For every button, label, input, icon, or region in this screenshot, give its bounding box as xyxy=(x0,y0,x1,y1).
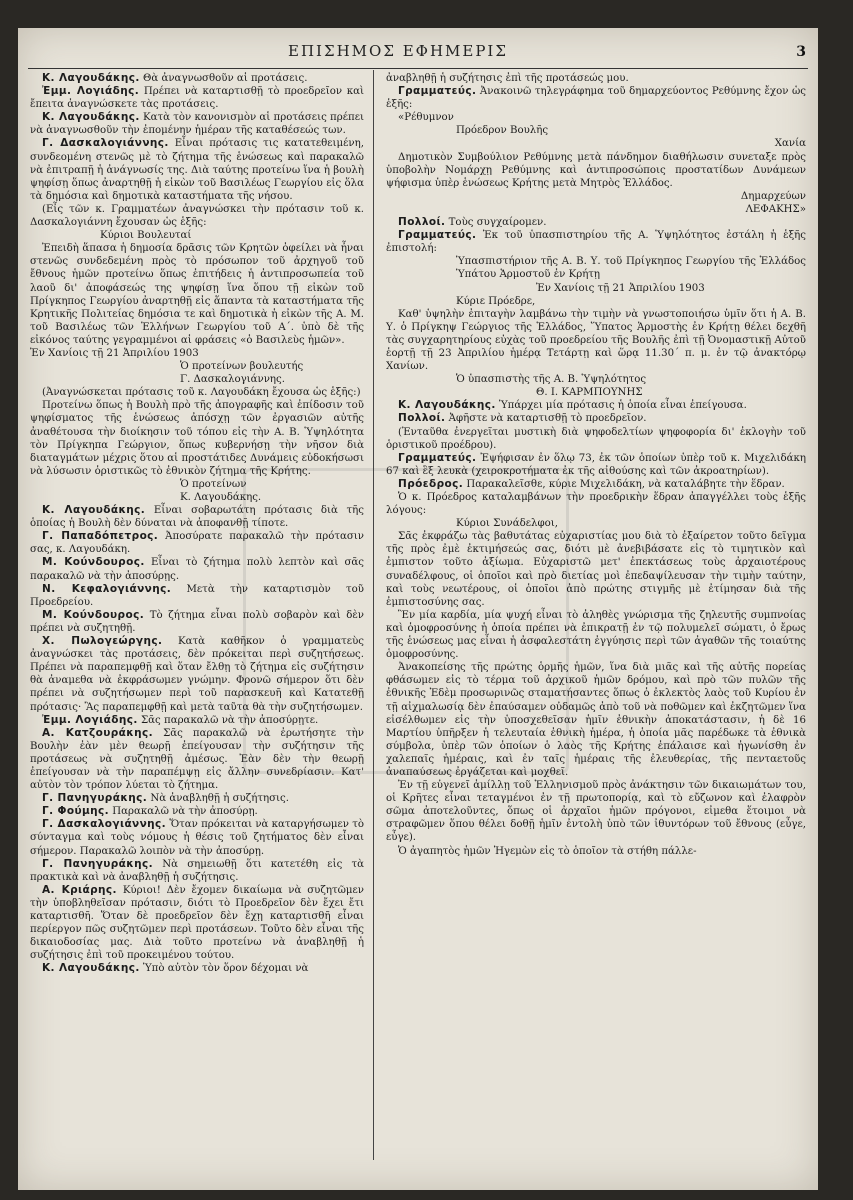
paragraph-text: Μετὰ τὴν καταρτισμὸν τοῦ Προεδρείου. xyxy=(30,583,364,608)
speaker-name: Ἐμμ. Λογιάδης. xyxy=(42,85,140,98)
paragraph-text: Δημοτικὸν Συμβούλιον Ρεθύμνης μετὰ πάνδημον διαθήλωσιν συνεταξε πρὸς ὑποβολὴν Νομάρχῃ Ρεθύμνης καὶ ἀντιπροσώποις προστατίδων Δυνάμεων ψήφισμα ὑπὲρ ἑνώσεως Κρήτης μετὰ Μητρὸς Ἑλλάδος. xyxy=(386,151,806,189)
paragraph-text: Γ. Δασκαλογιάννης. xyxy=(180,374,285,386)
speaker-name: Γραμματεύς. xyxy=(398,85,477,98)
newspaper-page xyxy=(18,28,818,1190)
paragraph xyxy=(30,858,364,884)
speaker-name: Κ. Λαγουδάκης. xyxy=(42,111,140,124)
paragraph xyxy=(30,399,364,478)
paragraph-text: Τοὺς συγχαίρομεν. xyxy=(448,217,547,229)
paragraph xyxy=(386,530,806,609)
paragraph-text: Θ. Ι. ΚΑΡΜΠΟΥΝΗΣ xyxy=(536,387,643,399)
paragraph-text: Ἀνακοινῶ τηλεγράφημα τοῦ δημαρχεύοντος Ρεθύμνης ἔχον ὡς ἑξῆς: xyxy=(386,86,806,111)
paragraph xyxy=(30,818,364,857)
paragraph-text: Ὁ κ. Πρόεδρος καταλαμβάνων τὴν προεδρικὴν ἕδραν ἀπαγγέλλει τοὺς ἑξῆς λόγους: xyxy=(386,492,806,517)
paragraph xyxy=(386,203,806,216)
paragraph-text: Σᾶς ἐκφράζω τὰς βαθυτάτας εὐχαριστίας μου διὰ τὸ ἐξαίρετον τοῦτο δεῖγμα τῆς πρὸς ἐμὲ ἐκτιμήσεώς σας, διότι μὲ ἀνεβιβάσατε εἰς τὸ τιμητικὸν καὶ ἐμπιστον τοῦτο ἀξίωμα. Εὐχαριστῶ μετ' ἐπεκτάσεως τοὺς ἀρχαιοτέρους συναδέλφους, οἱ ὁποῖοι καὶ πρὸ διετίας μοὶ ἐπεδαψίλευσαν τὴν τιμὴν ταύτην, καὶ τοὺς νεωτέρους, οἱ ὁποῖοι ἀπὸ πρώτης στιγμῆς μὲ ἐτίμησαν διὰ τῆς ἐμπιστοσύνης σας. xyxy=(386,531,806,608)
paragraph xyxy=(30,504,364,530)
speaker-name: Πολλοί. xyxy=(398,216,446,229)
paragraph-text: (Ἐνταῦθα ἐνεργεῖται μυστικὴ διὰ ψηφοδελτίων ψηφοφορία δι' ἐκλογὴν τοῦ ὁριστικοῦ προέδρου). xyxy=(386,426,806,451)
paragraph-text: Σᾶς παρακαλῶ νὰ ἐρωτήσητε τὴν Βουλὴν ἐὰν μὲν θεωρῇ ἐπείγουσαν τὴν συζήτησιν τῆς προτάσεως νὰ συζητηθῇ ἀμέσως. Ἐὰν δὲν τὴν θεωρῇ ἐπείγουσαν νὰ τὴν παραπέμψῃ εἰς ἄλλην συνεδρίασιν. Κατ' αὐτὸν τὸν τρόπον λύεται τὸ ζήτημα. xyxy=(30,727,364,792)
paragraph-text: Ἐψήφισαν ἐν ὅλῳ 73, ἐκ τῶν ὁποίων ὑπὲρ τοῦ κ. Μιχελιδάκη 67 καὶ ἓξ λευκὰ (χειροκροτήματα ἐκ τῆς αἰθούσης καὶ τῶν ἀκροατηρίων). xyxy=(386,452,806,477)
paragraph xyxy=(30,805,364,818)
paragraph-text: Ἀποσύρατε παρακαλῶ τὴν πρότασιν σας, κ. Λαγουδάκη. xyxy=(30,531,364,556)
paragraph xyxy=(30,583,364,609)
paragraph xyxy=(386,386,806,399)
speaker-name: Κ. Λαγουδάκης. xyxy=(42,504,146,517)
paragraph xyxy=(386,373,806,386)
paragraph xyxy=(30,556,364,582)
right-column xyxy=(386,72,806,858)
speaker-name: Χ. Πωλογεώργης. xyxy=(42,635,163,648)
paragraph-text: Ἐν Χανίοις τῇ 21 Ἀπριλίου 1903 xyxy=(536,282,705,294)
speaker-name: Κ. Λαγουδάκης. xyxy=(42,962,140,975)
paragraph-text: Ὑπὸ αὐτὸν τὸν ὅρον δέχομαι νὰ xyxy=(143,963,309,975)
speaker-name: Γραμματεύς. xyxy=(398,451,477,464)
speaker-name: Πρόεδρος. xyxy=(398,477,464,490)
paragraph xyxy=(386,452,806,478)
paragraph-text: Ὑπάρχει μία πρότασις ἡ ὁποία εἶναι ἐπείγουσα. xyxy=(499,400,747,412)
paragraph-text: Ἓν μία καρδία, μία ψυχή εἶναι τὸ ἀληθὲς γνώρισμα τῆς ζηλευτῆς συμπνοίας καὶ ὁμοφροσύνης ἡ ὁποία πρέπει νὰ ἐπικρατῇ ἐν τῷ πολυμελεῖ σώματι, ὁ ἔρως τῆς ἑνώσεως μας εἶναι ἡ ἀσφαλεστάτη ἐγγύησις περὶ τῶν ἀγαθῶν τῆς τοιαύτης ὁμοφροσύνης. xyxy=(386,609,806,661)
paragraph xyxy=(386,216,806,229)
paragraph-text: Ὅταν πρόκειται νὰ καταργήσωμεν τὸ σύνταγμα καὶ τοὺς νόμους ἡ θέσις τοῦ ζητήματος δὲν εἶναι σήμερον. Παρακαλῶ λοιπὸν νὰ τὴν ἀποσύρῃ. xyxy=(30,819,364,857)
speaker-name: Γ. Πανηγυράκης. xyxy=(42,792,148,805)
paragraph xyxy=(386,412,806,425)
paragraph xyxy=(30,727,364,792)
paragraph-text: Εἶναι σοβαρωτάτη πρότασις διὰ τῆς ὁποίας ἡ Βουλὴ δὲν δύναται νὰ ἀποφανθῇ τίποτε. xyxy=(30,505,364,530)
paragraph-text: Κατὰ τὸν κανονισμὸν αἱ προτάσεις πρέπει νὰ ἀναγνωσθοῦν τὴν ἐπομένην ἡμέραν τῆς καταθέσεώς των. xyxy=(30,112,364,137)
paragraph xyxy=(30,111,364,137)
paragraph-text: Εἶναι πρότασις τις κατατεθειμένη, συνδεομένη στενῶς μὲ τὸ ζήτημα τῆς ἑνώσεως καὶ παρακαλῶ νὰ ἐπιτραπῇ ἡ ἀνάγνωσίς της. Διὰ ταύτης προτείνω ἵνα ἡ βουλὴ ψηφίσῃ ὅπως ἀναρτηθῇ ἡ εἰκὼν τοῦ Βασιλέως Γεωργίου εἰς ὅλα τὰ δημόσια καὶ δημοτικὰ καταστήματα τῆς νήσου. xyxy=(30,138,364,202)
paragraph-text: Ὁ ἀγαπητὸς ἡμῶν Ἡγεμὼν εἰς τὸ ὁποῖον τὰ στήθη πάλλε- xyxy=(398,845,697,857)
paragraph-text: (Εἶς τῶν κ. Γραμματέων ἀναγνώσκει τὴν πρότασιν τοῦ κ. Δασκαλογιάννη ἔχουσαν ὡς ἑξῆς: xyxy=(30,203,364,229)
paragraph xyxy=(30,72,364,85)
paragraph xyxy=(386,137,806,150)
paragraph-text: Προτείνω ὅπως ἡ Βουλὴ πρὸ τῆς ἀπογραφῆς καὶ ἐπίδοσιν τοῦ ψηφίσματος τῆς ἑνώσεως ἀπόσχῃ τῶν ἐργασιῶν αὐτῆς ἀναθέτουσα τὴν διοίκησιν τοῦ τόπου εἰς τὴν Α. Β. Ὑψηλότητα τὸν Πρίγκηπα Γεώργιον, ὅπως κυβερνήσῃ τὴν νῆσον διὰ διαταγμάτων μέχρις ὅτου αἱ προστάτιδες Δυνάμεις εὐδοκήσωσι νὰ λύσωσιν ὁριστικῶς τὸ ἐθνικὸν ζήτημα τῆς Κρήτης. xyxy=(30,400,364,477)
paragraph xyxy=(386,111,806,124)
speaker-name: Πολλοί. xyxy=(398,412,446,425)
speaker-name: Μ. Κούνδουρος. xyxy=(42,608,145,621)
paragraph xyxy=(386,190,806,203)
paragraph xyxy=(30,792,364,805)
paragraph xyxy=(386,426,806,452)
paragraph-text: Τὸ ζήτημα εἶναι πολὺ σοβαρὸν καὶ δὲν πρέπει νὰ συζητηθῇ. xyxy=(30,609,364,634)
paragraph xyxy=(30,373,364,386)
speaker-name: Ἐμμ. Λογιάδης. xyxy=(42,713,138,726)
speaker-name: Γ. Δασκαλογιάννης. xyxy=(42,818,167,831)
paragraph-text: Καθ' ὑψηλὴν ἐπιταγὴν λαμβάνω τὴν τιμὴν νὰ γνωστοποιήσω ὑμῖν ὅτι ἡ Α. Β. Υ. ὁ Πρίγκηψ Γεώργιος τῆς Ἑλλάδος, Ὕπατος Ἁρμοστὴς ἐν Κρήτῃ θέλει δεχθῆ τὰς συγχαρητηρίους εὐχὰς τοῦ προεδρείου τῆς Βουλῆς ἐπὶ τῇ Ὀνομαστικῇ Αὐτοῦ ἑορτῇ τῇ 23 Ἀπριλίου ἡμέρᾳ Τετάρτῃ καὶ ὥρᾳ 11.30΄ π. μ. ἐν τῷ ἀνακτόρῳ Χανίων. xyxy=(386,308,806,373)
paragraph xyxy=(30,137,364,202)
paragraph xyxy=(386,399,806,412)
paragraph xyxy=(30,609,364,635)
paragraph xyxy=(386,295,806,308)
paragraph xyxy=(30,491,364,504)
paragraph-text: Κατὰ καθῆκον ὁ γραμματεὺς ἀναγνώσκει τὰς προτάσεις, δὲν πρόκειται περὶ συζητήσεως. Πρέπει νὰ παραπεμφθῇ καὶ ὅταν ἔλθῃ τὸ ζήτημα εἰς συζήτησιν θὰ ἀναμεθα νὰ ἐκφράσωμεν γνώμην. Φρονῶ σήμερον ὅτι δὲν πρέπει νὰ συζητήσωμεν περὶ τοῦ παρασκευῆ καὶ Κατατεθῇ πρότασις· Ἂς παραπεμφθῇ καὶ μετὰ ταῦτα θὰ τὴν συζητήσωμεν. xyxy=(30,636,364,713)
paragraph-text: ἀναβληθῇ ἡ συζήτησις ἐπὶ τῆς προτάσεώς μου. xyxy=(386,73,629,84)
paragraph-text: «Ρέθυμνον xyxy=(398,112,454,124)
paragraph-text: ΛΕΦΑΚΗΣ» xyxy=(745,203,806,215)
paragraph xyxy=(30,530,364,556)
speaker-name: Α. Κριάρης. xyxy=(42,883,117,896)
paragraph-text: Ὁ προτείνων xyxy=(180,478,247,490)
paragraph-text: Νὰ σημειωθῇ ὅτι κατετέθη εἰς τὰ πρακτικὰ καὶ νὰ ἀναβληθῇ ἡ συζήτησις. xyxy=(30,858,364,883)
paragraph xyxy=(386,72,806,85)
paragraph-text: Κύριοι Συνάδελφοι, xyxy=(456,518,558,530)
speaker-name: Κ. Λαγουδάκης. xyxy=(42,72,140,84)
page-number: 3 xyxy=(796,44,806,60)
paragraph-text: Σᾶς παρακαλῶ νὰ τὴν ἀποσύρῃτε. xyxy=(140,714,319,726)
speaker-name: Γ. Παπαδόπετρος. xyxy=(42,530,159,543)
paragraph-text: Ὑπασπιστήριον τῆς Α. Β. Υ. τοῦ Πρίγκηπος Γεωργίου τῆς Ἑλλάδος Ὑπάτου Ἁρμοστοῦ ἐν Κρήτῃ xyxy=(456,256,806,281)
paragraph xyxy=(30,85,364,111)
speaker-name: Α. Κατζουράκης. xyxy=(42,726,154,739)
paragraph-text: Ἀνακοπείσης τῆς πρώτης ὁρμῆς ἡμῶν, ἵνα διὰ μιᾶς καὶ τῆς αὐτῆς πορείας φθάσωμεν εἰς τὸ τέρμα τοῦ ἀρχικοῦ ἡμῶν δρόμου, καὶ πρὸ τῶν πυλῶν τῆς ἐθνικῆς Ἐδὲμ προσωρινῶς σταματήσαντες ὅπως ὁ ἐκλεκτὸς λαὸς τοῦ Κυρίου ἐν τῇ αἰχμαλωσίᾳ δὲν ἐπαύσαμεν οὐδαμῶς ἀπὸ τοῦ νὰ ποθῶμεν καὶ ἐκζητῶμεν ἵνα εἰσέλθωμεν εἰς τὴν ὑποσχεθεῖσαν ἡμῖν ἐθνικὴν ἀποκατάστασιν, ἡ δὲ 16 Μαρτίου ὑπῆρξεν ἡ τελευταία ἐθνικὴ ἡμέρα, ἡ ὁποία μᾶς παρέδωκε τὰ ἐθνικὰ σύμβολα, ὑπὲρ τῶν ὁποίων ὁ λαὸς τῆς Κρήτης ἐπάλαισε καὶ ἠγωνίσθη ἐν χαλεπαῖς ἡμέραις, καὶ ἐν ταῖς ἡμέραις τῆς ἐλευθερίας, τῆς πενταετοῦς ἀναπαύσεως ἐργάζεται καὶ μοχθεῖ. xyxy=(386,662,806,778)
paragraph xyxy=(30,386,364,399)
paragraph xyxy=(30,229,364,242)
paragraph-text: Παρακαλεῖσθε, κύριε Μιχελιδάκη, νὰ καταλάβητε τὴν ἕδραν. xyxy=(466,478,785,490)
paragraph xyxy=(386,255,806,281)
speaker-name: Γ. Δασκαλογιάννης. xyxy=(42,137,169,150)
paragraph-text: Κ. Λαγουδάκης. xyxy=(180,492,262,503)
paragraph xyxy=(30,962,364,975)
paragraph-text: Ἐν τῇ εὐγενεῖ ἁμίλλῃ τοῦ Ἑλληνισμοῦ πρὸς ἀνάκτησιν τῶν δικαιωμάτων του, οἱ Κρῆτες εἶναι τεταγμένοι ἐν τῇ πρωτοπορίᾳ, καὶ τὸ εὔζωνον καὶ ἐλαφρὸν σῶμα ἀποτελοῦντες, ὅπως οἱ ἀρχαῖοι ἡμῶν πρόγονοι, εἰμεθα ἕτοιμοι νὰ στραφῶμεν ὅπου θέλει δοθῇ ἡμῖν ἐντολὴ ὑπὸ τῶν ἰθυντόρων τοῦ ἔθνους (εὖγε, εὖγε). xyxy=(386,780,806,844)
paragraph-text: Θὰ ἀναγνωσθοῦν αἱ προτάσεις. xyxy=(143,73,308,84)
paragraph xyxy=(30,884,364,963)
paragraph xyxy=(386,478,806,491)
paragraph xyxy=(30,242,364,347)
paragraph xyxy=(30,347,364,360)
paragraph-text: Ὁ ὑπασπιστὴς τῆς Α. Β. Ὑψηλότητος xyxy=(456,374,647,386)
speaker-name: Μ. Κούνδουρος. xyxy=(42,556,145,569)
paragraph-text: Πρέπει νὰ καταρτισθῇ τὸ προεδρεῖον καὶ ἔπειτα ἀναγνώσκετε τὰς προτάσεις. xyxy=(30,86,364,111)
paragraph-text: Ἐπειδὴ ἅπασα ἡ δημοσία δρᾶσις τῶν Κρητῶν ὀφείλει νὰ ἦναι στενῶς συνδεδεμένη πρὸς τὸ πρόσωπον τοῦ ἀρχηγοῦ τοῦ ἔθνους ἡμῶν προτείνω ὅπως ἐπιτήδεις ἡ ἀντιπροσωπεία τοῦ λαοῦ δι' ἀποφάσεώς της ψηφίσῃ ἵνα ὅπου τῇ εἰκὼν τοῦ Πρίγκηπος Γεωργίου ἀναρτηθῇ εἰς ἅπαντα τὰ καταστήματα τῆς Κρητικῆς Πολιτείας δημόσια τε καὶ δημοτικὰ ἡ εἰκὼν τῆς Α. Μ. τοῦ Βασιλέως τῶν Ἑλλήνων Γεωργίου τοῦ Α΄. ὑπὸ δὲ τῆς εἰκόνος ταύτης γεγραμμένοι αἱ φράσεις «ὁ Βασιλεὺς ἡμῶν». xyxy=(30,243,364,346)
speaker-name: Κ. Λαγουδάκης. xyxy=(398,399,496,412)
paragraph-text: Χανία xyxy=(774,138,806,150)
speaker-name: Γ. Πανηγυράκης. xyxy=(42,857,154,870)
paragraph xyxy=(386,845,806,858)
paragraph-text: Κύριε Πρόεδρε, xyxy=(456,295,536,307)
speaker-name: Γραμματεύς. xyxy=(398,229,477,242)
paragraph xyxy=(30,203,364,229)
paragraph-text: Ἐκ τοῦ ὑπασπιστηρίου τῆς Α. Ὑψηλότητος ἐστάλη ἡ ἑξῆς ἐπιστολή: xyxy=(386,230,806,255)
paragraph-text: Νὰ ἀναβληθῇ ἡ συζήτησις. xyxy=(150,793,289,805)
left-column xyxy=(30,72,364,975)
paragraph-text: Παρακαλῶ νὰ τὴν ἀποσύρῃ. xyxy=(112,806,258,818)
paragraph xyxy=(386,779,806,844)
paragraph xyxy=(386,282,806,295)
paragraph-text: Δημαρχεύων xyxy=(740,190,806,202)
paragraph xyxy=(386,609,806,661)
speaker-name: Γ. Φούμης. xyxy=(42,805,109,818)
paragraph-text: Ἐν Χανίοις τῇ 21 Ἀπριλίου 1903 xyxy=(30,347,199,359)
paragraph-text: Ὁ προτείνων βουλευτής xyxy=(180,361,304,373)
newspaper-title: ΕΠΙΣΗΜΟΣ ΕΦΗΜΕΡΙΣ xyxy=(288,42,508,60)
page-header xyxy=(18,42,818,66)
paragraph xyxy=(386,661,806,779)
paragraph-text: Κύριοι! Δὲν ἔχομεν δικαίωμα νὰ συζητῶμεν τὴν ὑποβληθεῖσαν πρότασιν, διότι τὸ Προεδρεῖον δὲν ἔχει ἔτι καταρτισθῆ. Ὅταν δὲ προεδρεῖον δὲν ἔχῃ καταρτισθῆ εἶναι περίεργον πῶς συζητῶμεν περὶ προτάσεων. Τοῦτο δὲν εἶναι τῆς δικαιοδοσίας μας. Διὰ τοῦτο προτείνω νὰ ἀναβληθῇ ἡ συζήτησις ἐπὶ τοῦ προκειμένου τούτου. xyxy=(30,884,364,962)
paragraph xyxy=(386,491,806,517)
paragraph xyxy=(386,85,806,111)
paragraph xyxy=(386,229,806,255)
paragraph-text: Ἀφῆστε νὰ καταρτισθῇ τὸ προεδρεῖον. xyxy=(448,413,647,425)
header-rule xyxy=(28,68,808,69)
paragraph xyxy=(30,360,364,373)
speaker-name: Ν. Κεφαλογιάννης. xyxy=(42,582,172,595)
paragraph xyxy=(386,517,806,530)
paragraph xyxy=(30,635,364,714)
paragraph-text: (Ἀναγνώσκεται πρότασις τοῦ κ. Λαγουδάκη ἔχουσα ὡς ἑξῆς:) xyxy=(42,387,361,399)
paragraph xyxy=(386,308,806,373)
paragraph xyxy=(386,124,806,137)
paragraph-text: Πρόεδρον Βουλῆς xyxy=(456,125,549,137)
paragraph-text: Κύριοι Βουλευταί xyxy=(100,230,192,242)
column-divider xyxy=(373,70,374,1160)
paragraph xyxy=(386,151,806,190)
paragraph-text: Εἶναι τὸ ζήτημα πολὺ λεπτὸν καὶ σᾶς παρακαλῶ νὰ τὴν ἀποσύρῃς. xyxy=(30,557,365,582)
paragraph xyxy=(30,714,364,727)
paragraph xyxy=(30,478,364,491)
